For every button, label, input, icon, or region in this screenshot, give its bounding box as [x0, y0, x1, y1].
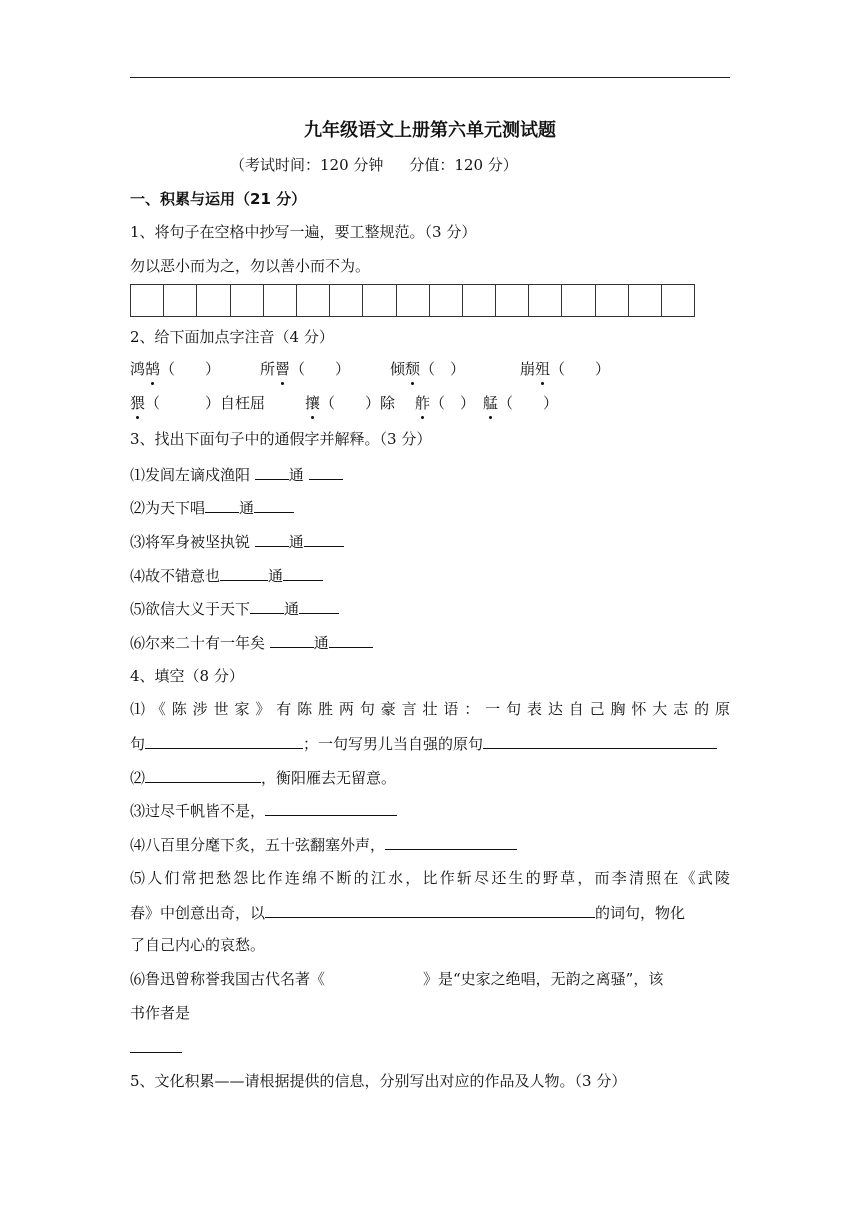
answer-blank[interactable]: [130, 1036, 182, 1053]
q4-item5-line2: 春》中创意出奇，以 的词句，物化: [130, 901, 685, 924]
pinyin-item: 倾颓（ ）: [390, 360, 466, 378]
q2-row2: [130, 392, 558, 414]
grid-cell[interactable]: [397, 284, 430, 317]
grid-cell[interactable]: [330, 284, 363, 317]
answer-blank[interactable]: [270, 631, 314, 648]
answer-blank[interactable]: [220, 564, 268, 581]
answer-blank[interactable]: [255, 463, 289, 480]
grid-cell[interactable]: [297, 284, 330, 317]
q3-item: ⑹尔来二十有一年矣 通: [130, 631, 373, 654]
grid-cell[interactable]: [629, 284, 662, 317]
answer-blank[interactable]: [265, 901, 595, 918]
answer-blank[interactable]: [265, 799, 397, 816]
q1-prompt: 1、将句子在空格中抄写一遍，要工整规范。（3 分）: [130, 223, 477, 241]
exam-score: 分值：120 分）: [409, 156, 518, 174]
pinyin-item: 舴（ ）: [415, 394, 476, 412]
pinyin-item: 攘（ ）除: [305, 394, 396, 412]
exam-title: 九年级语文上册第六单元测试题: [304, 120, 556, 141]
grid-cell[interactable]: [662, 284, 695, 317]
answer-blank[interactable]: [205, 496, 239, 513]
q4-item1-line2: 句 ；一句写男儿当自强的原句: [130, 732, 717, 755]
q3-item: ⑵为天下唱 通: [130, 496, 294, 519]
grid-cell[interactable]: [264, 284, 297, 317]
answer-blank[interactable]: [255, 530, 289, 547]
grid-cell[interactable]: [164, 284, 197, 317]
q4-item6-line2: 书作者是: [130, 1004, 191, 1022]
grid-cell[interactable]: [529, 284, 562, 317]
answer-blank[interactable]: [145, 766, 261, 783]
exam-time: （考试时间：120 分钟: [230, 156, 384, 174]
pinyin-item: 鸿鹄（ ）: [130, 360, 221, 378]
q3-item: ⑷故不错意也 通: [130, 564, 323, 587]
pinyin-item: 所罾（ ）: [260, 360, 351, 378]
grid-cell[interactable]: [197, 284, 230, 317]
grid-cell[interactable]: [231, 284, 264, 317]
q4-item6-line1: ⑹鲁迅曾称誉我国古代名著《 》是“史家之绝唱，无韵之离骚”，该: [130, 970, 664, 988]
grid-cell[interactable]: [430, 284, 463, 317]
answer-blank[interactable]: [385, 833, 517, 850]
q4-item3: ⑶过尽千帆皆不是，: [130, 799, 397, 822]
q4-item2: ⑵ ，衡阳雁去无留意。: [130, 766, 396, 789]
answer-blank[interactable]: [254, 496, 294, 513]
q3-prompt: 3、找出下面句子中的通假字并解释。（3 分）: [130, 430, 432, 448]
q4-item6-blank: [130, 1036, 182, 1059]
q4-item4: ⑷八百里分麾下炙，五十弦翻塞外声，: [130, 833, 517, 856]
grid-cell[interactable]: [131, 284, 164, 317]
q3-item: ⑴发闾左谪戍渔阳 通: [130, 463, 343, 486]
answer-blank[interactable]: [304, 530, 344, 547]
q2-row1: [130, 358, 610, 380]
q4-item5-line1: ⑸人们常把愁怨比作连绵不断的江水，比作斩尽还生的野草，而李清照在《武陵: [130, 869, 730, 887]
q3-item: ⑸欲信大义于天下 通: [130, 597, 339, 620]
answer-blank[interactable]: [299, 597, 339, 614]
answer-blank[interactable]: [309, 463, 343, 480]
q4-prompt: 4、填空（8 分）: [130, 667, 244, 685]
grid-cell[interactable]: [363, 284, 396, 317]
q5-prompt: 5、文化积累——请根据提供的信息，分别写出对应的作品及人物。（3 分）: [130, 1072, 627, 1090]
exam-subtitle: [230, 154, 518, 175]
q2-prompt: 2、给下面加点字注音（4 分）: [130, 328, 334, 346]
answer-blank[interactable]: [483, 732, 717, 749]
answer-blank[interactable]: [283, 564, 323, 581]
header-rule: [130, 77, 730, 78]
pinyin-item: 猥（ ）自枉屈: [130, 394, 266, 412]
q1-sentence: 勿以恶小而为之，勿以善小而不为。: [130, 257, 371, 275]
section-heading: 一、积累与运用（21 分）: [130, 190, 307, 208]
answer-blank[interactable]: [250, 597, 284, 614]
grid-cell[interactable]: [596, 284, 629, 317]
grid-cell[interactable]: [463, 284, 496, 317]
pinyin-item: 艋（ ）: [483, 394, 559, 412]
answer-blank[interactable]: [329, 631, 373, 648]
answer-blank[interactable]: [145, 732, 303, 749]
grid-cell[interactable]: [562, 284, 595, 317]
pinyin-item: 崩殂（ ）: [520, 360, 611, 378]
q3-item: ⑶将军身被坚执锐 通: [130, 530, 344, 553]
grid-cell[interactable]: [496, 284, 529, 317]
q4-item5-line3: 了自己内心的哀愁。: [130, 936, 266, 954]
q4-item1-line1: ⑴《陈涉世家》有陈胜两句豪言壮语：一句表达自己胸怀大志的原: [130, 700, 730, 718]
copy-grid[interactable]: [130, 284, 695, 317]
